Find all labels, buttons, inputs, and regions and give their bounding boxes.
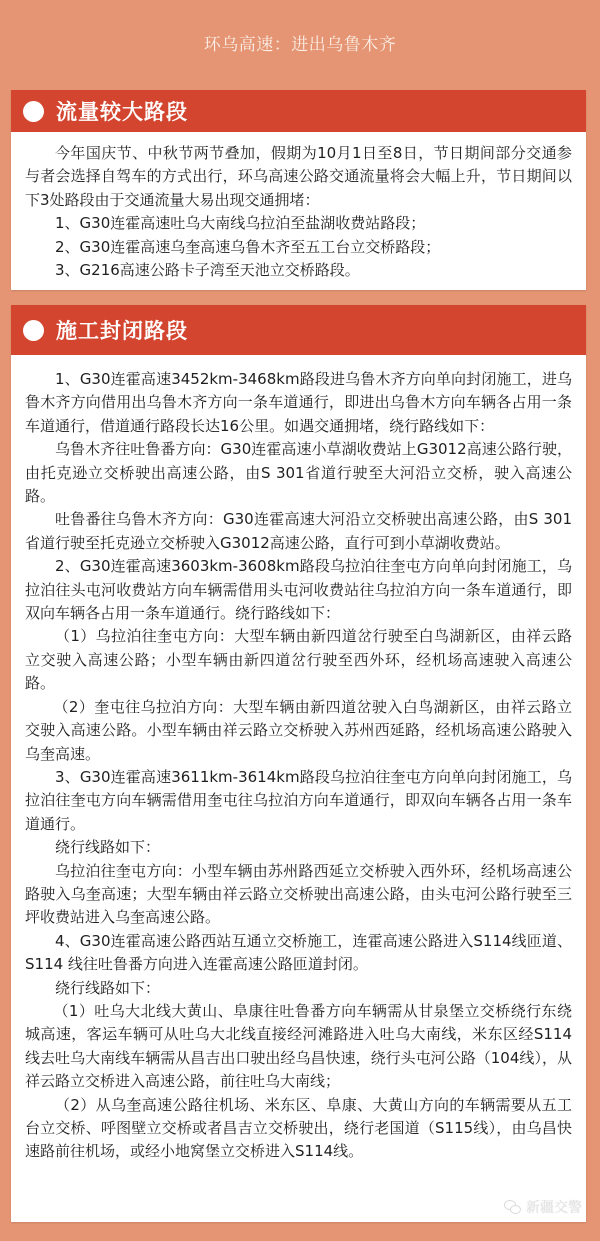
section-title: 施工封闭路段 [56,319,188,343]
bullet-circle-icon [23,320,44,341]
section-construction-closure [11,305,586,1222]
paragraph: 2、G30连霍高速3603km-3608km路段乌拉泊往奎屯方向单向封闭施工，乌拉泊往头屯河收费站方向车辆需借用头屯河收费站往乌拉泊方向一条车道通行，即双向车辆各占用一条车道通行。绕行路线如下： [25,557,572,623]
list-item: 1、G30连霍高速吐乌大南线乌拉泊至盐湖收费站路段； [55,214,426,233]
bullet-circle-icon [23,101,44,122]
section-body [11,132,586,292]
paragraph: 乌拉泊往奎屯方向：小型车辆由苏州路西延立交桥驶入西外环，经机场高速公路驶入乌奎高速；大型车辆由祥云路立交桥驶出高速公路，由头屯河公路行驶至三坪收费站进入乌奎高速公路。 [25,861,572,927]
section-heavy-traffic [11,90,586,290]
paragraph: 乌鲁木齐往吐鲁番方向：G30连霍高速小草湖收费站上G3012高速公路行驶，由托克逊立交桥驶出高速公路，由S 301省道行驶至大河沿立交桥，驶入高速公路。 [25,440,572,506]
paragraph: 绕行线路如下： [55,978,161,997]
watermark [504,1197,582,1217]
section-title: 流量较大路段 [56,100,188,124]
wechat-icon [504,1200,522,1214]
paragraph: 3、G30连霍高速3611km-3614km路段乌拉泊往奎屯方向单向封闭施工，乌拉泊往奎屯方向车辆需借用奎屯往乌拉泊方向车道通行，即双向车辆各占用一条车道通行。 [25,767,572,833]
paragraph: （2）奎屯往乌拉泊方向：大型车辆由新四道岔驶入白鸟湖新区，由祥云路立交驶入高速公路。小型车辆由祥云路立交桥驶入苏州西延路，经机场高速公路驶入乌奎高速。 [25,697,572,763]
paragraph: 1、G30连霍高速3452km-3468km路段进乌鲁木齐方向单向封闭施工，进乌鲁木齐方向借用出乌鲁木齐方向一条车道通行，即进出乌鲁木方向车辆各占用一条车道通行，借道通行路段长达16公里。如遇交通拥堵，绕行路线如下： [25,370,572,435]
watermark-text: 新疆交警 [526,1200,582,1216]
paragraph: （2）从乌奎高速公路往机场、米东区、阜康、大黄山方向的车辆需要从五工台立交桥、呼图壁立交桥或者昌吉立交桥驶出，绕行老国道（S115线），由乌昌快速路前往机场，或经小地窝堡立交桥进入S114线。 [25,1095,572,1161]
paragraph: （1）乌拉泊往奎屯方向：大型车辆由新四道岔行驶至白鸟湖新区，由祥云路立交驶入高速公路；小型车辆由新四道岔行驶至西外环，经机场高速驶入高速公路。 [25,627,572,693]
paragraph: 今年国庆节、中秋节两节叠加，假期为10月1日至8日，节日期间部分交通参与者会选择自驾车的方式出行，环乌高速公路交通流量将会大幅上升，节日期间以下3处路段由于交通流量大易出现交通拥堵： [25,144,572,209]
section-header [11,90,586,132]
list-item: 3、G216高速公路卡子湾至天池立交桥路段。 [55,261,360,280]
paragraph: （1）吐乌大北线大黄山、阜康往吐鲁番方向车辆需从甘泉堡立交桥绕行东绕城高速，客运车辆可从吐乌大北线直接经河滩路进入吐乌大南线，米东区经S114线去吐乌大南线车辆需从昌吉出口驶出经乌昌快速，绕行头屯河公路（104线），从祥云路立交桥进入高速公路，前往吐乌大南线； [25,1001,572,1091]
paragraph: 绕行线路如下： [55,838,161,857]
section-header [11,305,586,355]
paragraph: 吐鲁番往乌鲁木齐方向：G30连霍高速大河沿立交桥驶出高速公路，由S 301省道行驶至托克逊立交桥驶入G3012高速公路，直行可到小草湖收费站。 [25,510,572,552]
paragraph: 4、G30连霍高速公路西站互通立交桥施工，连霍高速公路进入S114线匝道、S114 线往吐鲁番方向进入连霍高速公路匝道封闭。 [25,931,572,974]
list-item: 2、G30连霍高速乌奎高速乌鲁木齐至五工台立交桥路段； [55,237,441,256]
page-title: 环乌高速：进出乌鲁木齐 [203,35,397,55]
section-body [11,355,586,1174]
